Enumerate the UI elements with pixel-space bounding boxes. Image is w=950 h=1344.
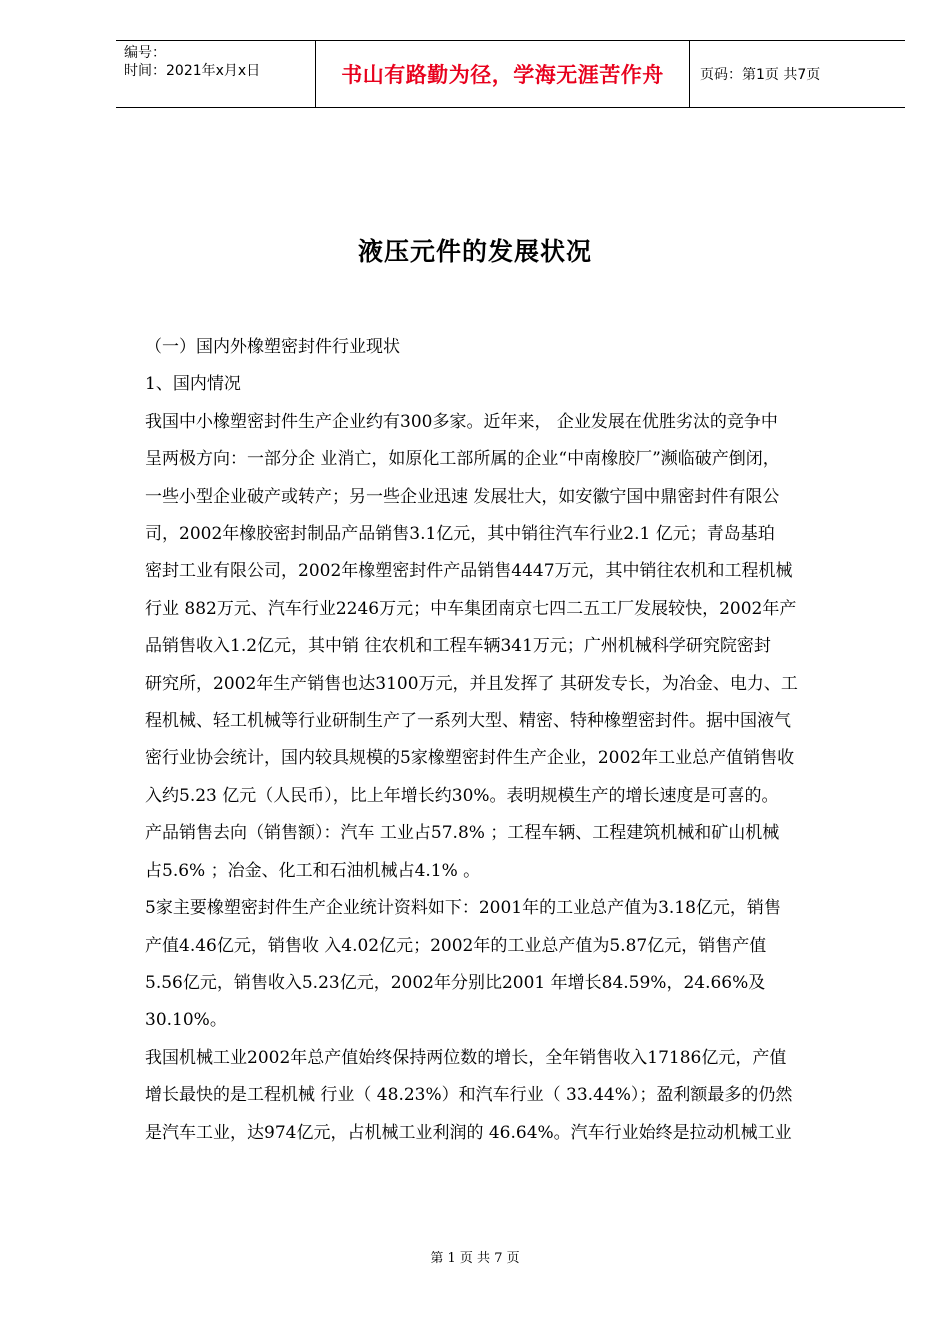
- text-line: 增长最快的是工程机械 行业（ 48.23%）和汽车行业（ 33.44%）；盈利额最多的仍然: [145, 1085, 793, 1106]
- text-line: 行业 882万元、汽车行业2246万元；中车集团南京七四二五工厂发展较快，2002年产: [145, 598, 797, 619]
- number-label: 编号：: [124, 45, 166, 61]
- text-line: 一些小型企业破产或转产；另一些企业迅速 发展壮大，如安徽宁国中鼎密封件有限公: [145, 486, 780, 507]
- text-line: 入约5.23 亿元（人民币），比上年增长约30%。表明规模生产的增长速度是可喜的。: [145, 785, 779, 806]
- motto-cell: [316, 41, 690, 107]
- text-line: 呈两极方向：一部分企 业消亡，如原化工部所属的企业“中南橡胶厂”濒临破产倒闭，: [145, 449, 780, 470]
- page-info: 页码：第1页 共7页: [700, 67, 821, 83]
- text-line: 30.10%。: [145, 1010, 227, 1031]
- page-info-cell: [690, 41, 905, 107]
- text-line: 产值4.46亿元，销售收 入4.02亿元；2002年的工业总产值为5.87亿元，销售产值: [145, 935, 767, 956]
- text-line: 5家主要橡塑密封件生产企业统计资料如下：2001年的工业总产值为3.18亿元，销售: [145, 898, 781, 919]
- text-line: 程机械、轻工机械等行业研制生产了一系列大型、精密、特种橡塑密封件。据中国液气: [145, 711, 791, 732]
- text-line: 占5.6% ；冶金、化工和石油机械占4.1% 。: [145, 860, 481, 881]
- text-line: 5.56亿元，销售收入5.23亿元，2002年分别比2001 年增长84.59%，24.66%及: [145, 972, 766, 993]
- document-title: 液压元件的发展状况: [357, 237, 592, 266]
- text-line: 密封工业有限公司，2002年橡塑密封件产品销售4447万元，其中销往农机和工程机械: [145, 561, 793, 582]
- text-line: 品销售收入1.2亿元，其中销 往农机和工程车辆341万元；广州机械科学研究院密封: [145, 636, 771, 657]
- text-line: 密行业协会统计，国内较具规模的5家橡塑密封件生产企业，2002年工业总产值销售收: [145, 748, 795, 769]
- page-footer: 第 1 页 共 7 页: [430, 1251, 520, 1266]
- header-table: [116, 40, 905, 108]
- motto-text: 书山有路勤为径，学海无涯苦作舟: [341, 63, 664, 87]
- text-line: 司，2002年橡胶密封制品产品销售3.1亿元，其中销往汽车行业2.1 亿元；青岛基珀: [145, 524, 775, 545]
- text-line: 我国中小橡塑密封件生产企业约有300多家。近年来， 企业发展在优胜劣汰的竞争中: [145, 411, 778, 432]
- text-line: 是汽车工业，达974亿元，占机械工业利润的 46.64%。汽车行业始终是拉动机械工业: [145, 1122, 792, 1143]
- text-line: 研究所，2002年生产销售也达3100万元，并且发挥了 其研发专长，为冶金、电力、工: [145, 673, 798, 694]
- text-line: （一）国内外橡塑密封件行业现状: [145, 337, 400, 357]
- text-line: 1、国内情况: [145, 374, 241, 395]
- text-line: 产品销售去向（销售额）：汽车 工业占57.8% ；工程车辆、工程建筑机械和矿山机械: [145, 823, 780, 844]
- time-label: 时间：2021年x月x日: [124, 63, 261, 79]
- header-meta-cell: [116, 41, 316, 107]
- text-line: 我国机械工业2002年总产值始终保持两位数的增长，全年销售收入17186亿元，产值: [145, 1047, 787, 1068]
- body-text: [145, 329, 885, 1152]
